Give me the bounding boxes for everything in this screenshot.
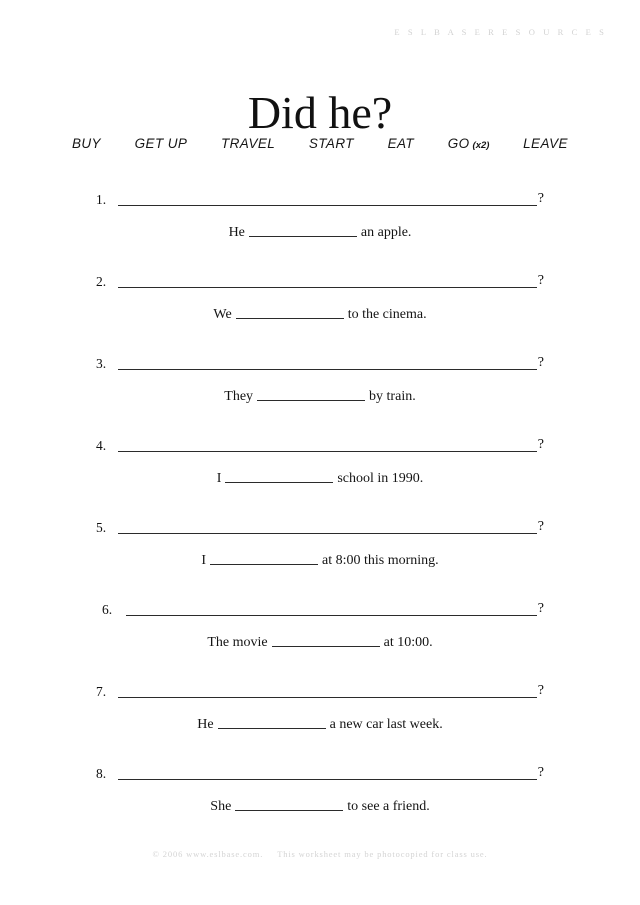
exercise-item — [0, 596, 640, 678]
exercise-item — [0, 760, 640, 842]
answer-suffix: at 10:00. — [383, 635, 433, 650]
answer-blank[interactable] — [249, 224, 357, 237]
footer-notice: This worksheet may be photocopied for class use. — [277, 849, 488, 859]
question-answer-blank[interactable] — [118, 684, 537, 698]
answer-row — [0, 306, 640, 323]
verb-bank-item — [135, 136, 188, 151]
eslbase-resources-header: E S L B A S E R E S O U R C E S — [394, 27, 607, 37]
verb-bank-item — [221, 136, 275, 151]
verb-label: TRAVEL — [221, 136, 276, 151]
question-answer-blank[interactable] — [118, 766, 537, 780]
verb-bank-item — [523, 136, 568, 151]
verb-multiplier: (x2) — [472, 140, 490, 151]
verb-label: LEAVE — [523, 136, 568, 151]
verb-bank-item — [388, 136, 414, 151]
answer-prefix: I — [216, 471, 222, 486]
exercise-item — [0, 514, 640, 596]
answer-blank[interactable] — [218, 716, 326, 729]
item-number: 6. — [102, 601, 113, 617]
item-number: 1. — [96, 191, 107, 207]
answer-suffix: at 8:00 this morning. — [322, 553, 439, 568]
verb-label: GO — [447, 136, 470, 151]
answer-blank[interactable] — [235, 798, 343, 811]
verb-label: START — [308, 136, 354, 151]
answer-suffix: by train. — [369, 389, 416, 404]
question-row — [96, 350, 544, 370]
answer-blank[interactable] — [210, 552, 318, 565]
answer-prefix: He — [197, 717, 214, 732]
exercise-item — [0, 186, 640, 268]
question-mark: ? — [537, 437, 544, 452]
item-number: 7. — [96, 683, 107, 699]
question-row — [96, 760, 544, 780]
answer-row — [0, 470, 640, 487]
question-row — [96, 186, 544, 206]
verb-bank-item — [448, 136, 490, 151]
page-title: Did he? — [247, 86, 393, 138]
answer-prefix: The movie — [207, 635, 268, 650]
answer-row — [0, 634, 640, 651]
answer-row — [0, 716, 640, 733]
verb-label: GET UP — [134, 136, 188, 151]
verb-label: BUY — [72, 136, 101, 151]
answer-prefix: She — [210, 799, 232, 814]
item-number: 3. — [96, 355, 107, 371]
question-mark: ? — [537, 601, 544, 616]
verb-label: EAT — [387, 136, 415, 151]
verb-bank — [72, 136, 568, 151]
question-mark: ? — [537, 683, 544, 698]
question-row — [96, 514, 544, 534]
question-answer-blank[interactable] — [118, 438, 537, 452]
answer-blank[interactable] — [236, 306, 344, 319]
answer-suffix: an apple. — [360, 225, 412, 240]
answer-blank[interactable] — [257, 388, 365, 401]
item-number: 8. — [96, 765, 107, 781]
answer-prefix: He — [228, 225, 245, 240]
footer — [0, 849, 640, 859]
answer-blank[interactable] — [272, 634, 380, 647]
exercise-item — [0, 350, 640, 432]
item-number: 2. — [96, 273, 107, 289]
question-row — [96, 678, 544, 698]
verb-bank-item — [72, 136, 101, 151]
question-answer-blank[interactable] — [126, 602, 537, 616]
question-answer-blank[interactable] — [118, 192, 537, 206]
question-mark: ? — [537, 765, 544, 780]
question-mark: ? — [537, 355, 544, 370]
question-answer-blank[interactable] — [118, 520, 537, 534]
answer-prefix: They — [224, 389, 254, 404]
question-mark: ? — [537, 273, 544, 288]
answer-suffix: to the cinema. — [347, 307, 427, 322]
question-answer-blank[interactable] — [118, 274, 537, 288]
exercise-list — [0, 186, 640, 842]
item-number: 5. — [96, 519, 107, 535]
answer-suffix: to see a friend. — [347, 799, 430, 814]
answer-row — [0, 388, 640, 405]
exercise-item — [0, 268, 640, 350]
question-row — [96, 268, 544, 288]
question-mark: ? — [537, 191, 544, 206]
exercise-item — [0, 432, 640, 514]
answer-row — [0, 552, 640, 569]
footer-copyright: © 2006 www.eslbase.com. — [152, 849, 264, 859]
question-mark: ? — [537, 519, 544, 534]
question-row — [96, 432, 544, 452]
question-answer-blank[interactable] — [118, 356, 537, 370]
answer-suffix: a new car last week. — [329, 717, 443, 732]
answer-row — [0, 224, 640, 241]
answer-blank[interactable] — [225, 470, 333, 483]
answer-row — [0, 798, 640, 815]
answer-suffix: school in 1990. — [337, 471, 424, 486]
question-row — [102, 596, 544, 616]
item-number: 4. — [96, 437, 107, 453]
exercise-item — [0, 678, 640, 760]
answer-prefix: I — [201, 553, 206, 568]
answer-prefix: We — [213, 307, 232, 322]
verb-bank-item — [309, 136, 354, 151]
